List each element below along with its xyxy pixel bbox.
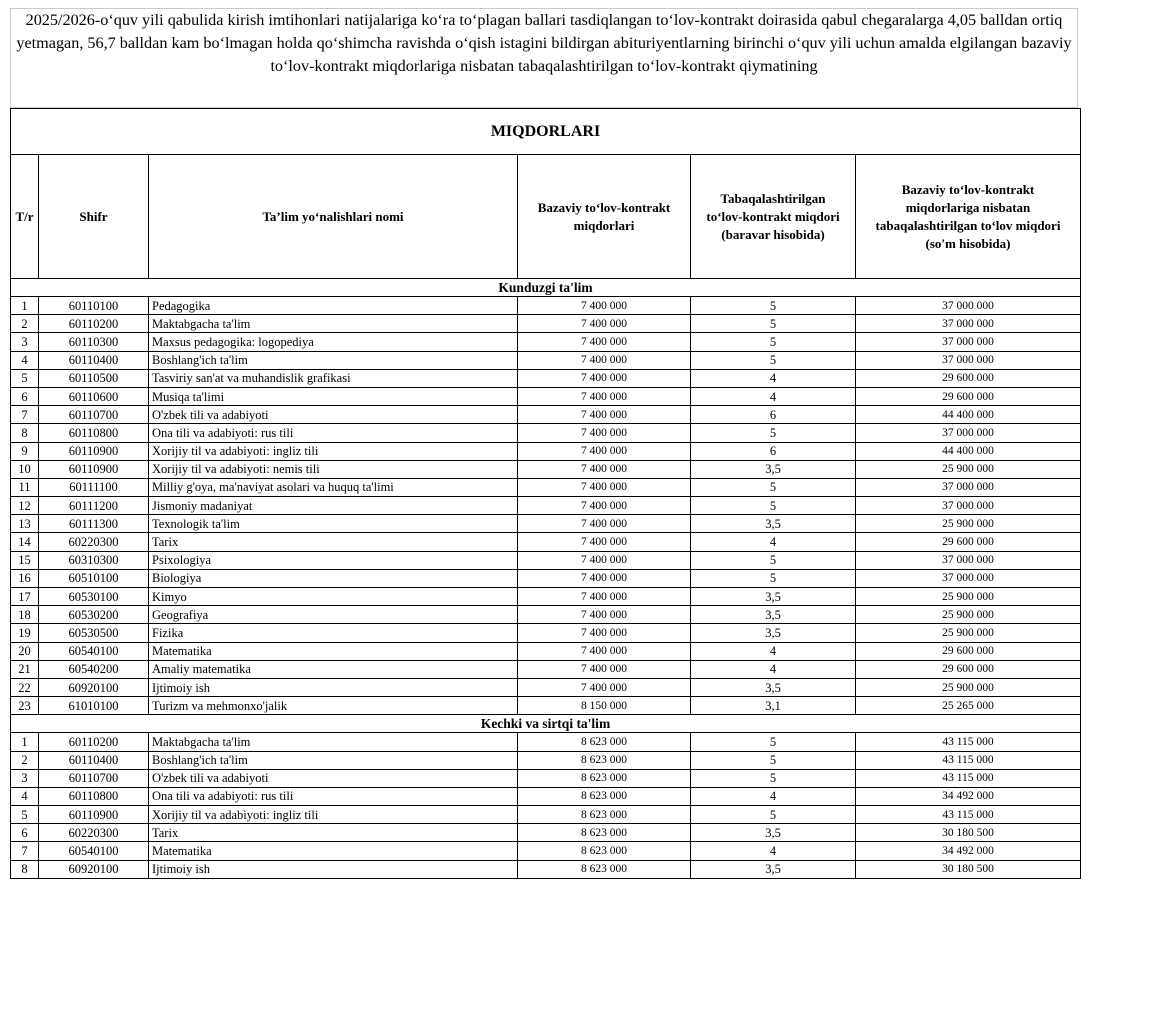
table-row — [11, 424, 1081, 442]
row-differentiated-fee: 25 900 000 — [856, 606, 1081, 624]
row-base-fee: 7 400 000 — [518, 460, 691, 478]
table-header-row — [11, 155, 1081, 279]
row-code: 60110200 — [39, 315, 149, 333]
row-differentiated-fee: 43 115 000 — [856, 751, 1081, 769]
row-base-fee: 8 623 000 — [518, 842, 691, 860]
row-direction-name: Ona tili va adabiyoti: rus tili — [149, 787, 518, 805]
row-code: 60110700 — [39, 769, 149, 787]
row-differentiated-fee: 29 600 000 — [856, 642, 1081, 660]
row-base-fee: 8 623 000 — [518, 860, 691, 878]
row-base-fee: 7 400 000 — [518, 606, 691, 624]
row-code: 60110500 — [39, 369, 149, 387]
heading-text: 2025/2026-o‘quv yili qabulida kirish imtihonlari natijalariga ko‘ra to‘plagan ballari tasdiqlangan to‘lov-kontrakt doirasida qabul chegaralarga 4,05 balldan ortiq yetmagan, 56,7 balldan kam bo‘lmagan holda qo‘shimcha ravishda o‘qish istagini bildirgan abituriyentlarning birinchi o‘quv yili uchun amalda elgilangan bazaviy to‘lov-kontrakt miqdorlariga nisbatan tabaqalashtirilgan to‘lov-kontrakt qiymatining — [16, 11, 1072, 75]
row-coefficient: 6 — [691, 442, 856, 460]
row-number: 23 — [11, 697, 39, 715]
row-code: 60110900 — [39, 460, 149, 478]
row-coefficient: 5 — [691, 424, 856, 442]
row-base-fee: 7 400 000 — [518, 515, 691, 533]
row-coefficient: 4 — [691, 533, 856, 551]
row-number: 3 — [11, 769, 39, 787]
column-header-coefficient: Tabaqalashtirilgan to‘lov-kontrakt miqdori (baravar hisobida) — [691, 155, 856, 279]
column-header-number: T/r — [11, 155, 39, 279]
row-differentiated-fee: 30 180 500 — [856, 824, 1081, 842]
row-direction-name: Tarix — [149, 824, 518, 842]
row-coefficient: 4 — [691, 642, 856, 660]
row-base-fee: 7 400 000 — [518, 588, 691, 606]
row-number: 21 — [11, 660, 39, 678]
row-number: 8 — [11, 860, 39, 878]
row-number: 14 — [11, 533, 39, 551]
row-differentiated-fee: 37 000 000 — [856, 478, 1081, 496]
table-row — [11, 497, 1081, 515]
row-coefficient: 6 — [691, 406, 856, 424]
section-title: Kechki va sirtqi ta'lim — [11, 715, 1081, 733]
row-direction-name: Ijtimoiy ish — [149, 678, 518, 696]
row-number: 5 — [11, 806, 39, 824]
row-differentiated-fee: 37 000 000 — [856, 351, 1081, 369]
row-code: 60510100 — [39, 569, 149, 587]
row-base-fee: 7 400 000 — [518, 315, 691, 333]
row-number: 12 — [11, 497, 39, 515]
row-coefficient: 5 — [691, 551, 856, 569]
row-number: 7 — [11, 842, 39, 860]
row-differentiated-fee: 29 600 000 — [856, 369, 1081, 387]
row-differentiated-fee: 25 265 000 — [856, 697, 1081, 715]
row-code: 60530500 — [39, 624, 149, 642]
table-row — [11, 860, 1081, 878]
column-header-code: Shifr — [39, 155, 149, 279]
row-coefficient: 3,5 — [691, 678, 856, 696]
row-code: 60540200 — [39, 660, 149, 678]
table-row — [11, 351, 1081, 369]
row-base-fee: 8 623 000 — [518, 733, 691, 751]
row-code: 60110300 — [39, 333, 149, 351]
row-differentiated-fee: 37 000 000 — [856, 569, 1081, 587]
row-direction-name: O'zbek tili va adabiyoti — [149, 769, 518, 787]
row-differentiated-fee: 29 600 000 — [856, 660, 1081, 678]
row-direction-name: Boshlang'ich ta'lim — [149, 751, 518, 769]
row-number: 2 — [11, 751, 39, 769]
row-code: 60110900 — [39, 806, 149, 824]
row-direction-name: Ijtimoiy ish — [149, 860, 518, 878]
row-differentiated-fee: 44 400 000 — [856, 442, 1081, 460]
row-code: 60110900 — [39, 442, 149, 460]
row-coefficient: 5 — [691, 333, 856, 351]
table-row — [11, 460, 1081, 478]
table-row — [11, 533, 1081, 551]
row-coefficient: 4 — [691, 787, 856, 805]
table-row — [11, 442, 1081, 460]
row-code: 60220300 — [39, 824, 149, 842]
table-row — [11, 297, 1081, 315]
row-differentiated-fee: 37 000 000 — [856, 551, 1081, 569]
row-direction-name: O'zbek tili va adabiyoti — [149, 406, 518, 424]
row-number: 5 — [11, 369, 39, 387]
row-base-fee: 7 400 000 — [518, 678, 691, 696]
column-header-differentiated-fee: Bazaviy to‘lov-kontrakt miqdorlariga nisbatan tabaqalashtirilgan to‘lov miqdori (so'm hisobida) — [856, 155, 1081, 279]
row-direction-name: Musiqa ta'limi — [149, 387, 518, 405]
row-coefficient: 3,1 — [691, 697, 856, 715]
table-row — [11, 624, 1081, 642]
row-coefficient: 3,5 — [691, 624, 856, 642]
row-code: 60110600 — [39, 387, 149, 405]
row-number: 11 — [11, 478, 39, 496]
table-row — [11, 387, 1081, 405]
row-direction-name: Matematika — [149, 842, 518, 860]
row-direction-name: Matematika — [149, 642, 518, 660]
row-base-fee: 7 400 000 — [518, 387, 691, 405]
section-header-row — [11, 279, 1081, 297]
table-title: MIQDORLARI — [11, 109, 1081, 155]
row-base-fee: 7 400 000 — [518, 551, 691, 569]
row-number: 2 — [11, 315, 39, 333]
row-direction-name: Maxsus pedagogika: logopediya — [149, 333, 518, 351]
row-number: 10 — [11, 460, 39, 478]
row-base-fee: 8 623 000 — [518, 769, 691, 787]
row-coefficient: 5 — [691, 315, 856, 333]
row-base-fee: 7 400 000 — [518, 642, 691, 660]
row-differentiated-fee: 25 900 000 — [856, 515, 1081, 533]
row-number: 6 — [11, 387, 39, 405]
row-differentiated-fee: 37 000 000 — [856, 424, 1081, 442]
table-row — [11, 733, 1081, 751]
row-number: 19 — [11, 624, 39, 642]
row-coefficient: 5 — [691, 769, 856, 787]
row-coefficient: 4 — [691, 842, 856, 860]
row-base-fee: 7 400 000 — [518, 624, 691, 642]
table-row — [11, 569, 1081, 587]
row-number: 15 — [11, 551, 39, 569]
row-coefficient: 5 — [691, 297, 856, 315]
row-number: 6 — [11, 824, 39, 842]
row-code: 60310300 — [39, 551, 149, 569]
row-code: 60110100 — [39, 297, 149, 315]
row-differentiated-fee: 30 180 500 — [856, 860, 1081, 878]
row-code: 60110700 — [39, 406, 149, 424]
row-coefficient: 5 — [691, 478, 856, 496]
row-base-fee: 8 150 000 — [518, 697, 691, 715]
table-row — [11, 678, 1081, 696]
row-direction-name: Geografiya — [149, 606, 518, 624]
section-title: Kunduzgi ta'lim — [11, 279, 1081, 297]
row-differentiated-fee: 25 900 000 — [856, 624, 1081, 642]
row-coefficient: 5 — [691, 806, 856, 824]
row-code: 60110800 — [39, 424, 149, 442]
row-number: 1 — [11, 297, 39, 315]
row-code: 60540100 — [39, 642, 149, 660]
row-base-fee: 7 400 000 — [518, 424, 691, 442]
row-differentiated-fee: 29 600 000 — [856, 533, 1081, 551]
table-row — [11, 406, 1081, 424]
document-heading — [10, 8, 1078, 108]
row-differentiated-fee: 43 115 000 — [856, 806, 1081, 824]
row-direction-name: Milliy g'oya, ma'naviyat asolari va huquq ta'limi — [149, 478, 518, 496]
row-coefficient: 5 — [691, 569, 856, 587]
row-base-fee: 7 400 000 — [518, 660, 691, 678]
row-code: 60920100 — [39, 678, 149, 696]
row-differentiated-fee: 34 492 000 — [856, 842, 1081, 860]
row-base-fee: 7 400 000 — [518, 369, 691, 387]
row-base-fee: 7 400 000 — [518, 351, 691, 369]
table-row — [11, 642, 1081, 660]
table-row — [11, 824, 1081, 842]
row-direction-name: Texnologik ta'lim — [149, 515, 518, 533]
table-row — [11, 333, 1081, 351]
row-number: 16 — [11, 569, 39, 587]
row-coefficient: 3,5 — [691, 606, 856, 624]
row-code: 60530200 — [39, 606, 149, 624]
row-base-fee: 7 400 000 — [518, 333, 691, 351]
row-direction-name: Boshlang'ich ta'lim — [149, 351, 518, 369]
row-code: 60110200 — [39, 733, 149, 751]
row-differentiated-fee: 43 115 000 — [856, 769, 1081, 787]
row-base-fee: 7 400 000 — [518, 569, 691, 587]
row-number: 17 — [11, 588, 39, 606]
row-code: 60110400 — [39, 751, 149, 769]
table-row — [11, 842, 1081, 860]
row-code: 60110400 — [39, 351, 149, 369]
row-differentiated-fee: 25 900 000 — [856, 588, 1081, 606]
row-direction-name: Maktabgacha ta'lim — [149, 733, 518, 751]
table-row — [11, 606, 1081, 624]
row-coefficient: 4 — [691, 369, 856, 387]
row-code: 60220300 — [39, 533, 149, 551]
row-direction-name: Fizika — [149, 624, 518, 642]
row-base-fee: 7 400 000 — [518, 297, 691, 315]
row-base-fee: 7 400 000 — [518, 478, 691, 496]
row-coefficient: 3,5 — [691, 460, 856, 478]
table-row — [11, 369, 1081, 387]
table-row — [11, 697, 1081, 715]
row-direction-name: Amaliy matematika — [149, 660, 518, 678]
row-code: 60540100 — [39, 842, 149, 860]
row-differentiated-fee: 37 000 000 — [856, 497, 1081, 515]
row-direction-name: Ona tili va adabiyoti: rus tili — [149, 424, 518, 442]
row-number: 9 — [11, 442, 39, 460]
row-code: 60111200 — [39, 497, 149, 515]
row-coefficient: 3,5 — [691, 588, 856, 606]
row-base-fee: 8 623 000 — [518, 806, 691, 824]
column-header-name: Ta’lim yo‘nalishlari nomi — [149, 155, 518, 279]
row-coefficient: 4 — [691, 660, 856, 678]
row-number: 20 — [11, 642, 39, 660]
row-direction-name: Jismoniy madaniyat — [149, 497, 518, 515]
table-row — [11, 588, 1081, 606]
table-row — [11, 551, 1081, 569]
table-row — [11, 751, 1081, 769]
row-number: 22 — [11, 678, 39, 696]
row-code: 60530100 — [39, 588, 149, 606]
row-coefficient: 5 — [691, 733, 856, 751]
row-differentiated-fee: 37 000 000 — [856, 333, 1081, 351]
row-direction-name: Pedagogika — [149, 297, 518, 315]
row-differentiated-fee: 25 900 000 — [856, 460, 1081, 478]
row-coefficient: 5 — [691, 497, 856, 515]
row-direction-name: Tasviriy san'at va muhandislik grafikasi — [149, 369, 518, 387]
table-row — [11, 478, 1081, 496]
row-code: 60111100 — [39, 478, 149, 496]
row-coefficient: 5 — [691, 751, 856, 769]
row-base-fee: 7 400 000 — [518, 406, 691, 424]
row-differentiated-fee: 43 115 000 — [856, 733, 1081, 751]
row-code: 61010100 — [39, 697, 149, 715]
row-direction-name: Psixologiya — [149, 551, 518, 569]
column-header-base-fee: Bazaviy to‘lov-kontrakt miqdorlari — [518, 155, 691, 279]
row-number: 4 — [11, 787, 39, 805]
row-coefficient: 5 — [691, 351, 856, 369]
row-direction-name: Turizm va mehmonxo'jalik — [149, 697, 518, 715]
table-row — [11, 769, 1081, 787]
row-code: 60920100 — [39, 860, 149, 878]
row-differentiated-fee: 37 000 000 — [856, 315, 1081, 333]
row-direction-name: Xorijiy til va adabiyoti: ingliz tili — [149, 806, 518, 824]
row-number: 7 — [11, 406, 39, 424]
row-number: 13 — [11, 515, 39, 533]
row-differentiated-fee: 29 600 000 — [856, 387, 1081, 405]
row-differentiated-fee: 37 000 000 — [856, 297, 1081, 315]
row-direction-name: Xorijiy til va adabiyoti: nemis tili — [149, 460, 518, 478]
table-row — [11, 806, 1081, 824]
row-code: 60110800 — [39, 787, 149, 805]
row-base-fee: 7 400 000 — [518, 442, 691, 460]
row-base-fee: 8 623 000 — [518, 751, 691, 769]
row-differentiated-fee: 44 400 000 — [856, 406, 1081, 424]
row-code: 60111300 — [39, 515, 149, 533]
row-coefficient: 4 — [691, 387, 856, 405]
row-base-fee: 8 623 000 — [518, 824, 691, 842]
row-number: 18 — [11, 606, 39, 624]
tuition-table — [10, 108, 1081, 879]
row-direction-name: Maktabgacha ta'lim — [149, 315, 518, 333]
table-row — [11, 660, 1081, 678]
section-header-row — [11, 715, 1081, 733]
row-coefficient: 3,5 — [691, 824, 856, 842]
row-direction-name: Tarix — [149, 533, 518, 551]
row-base-fee: 8 623 000 — [518, 787, 691, 805]
table-row — [11, 787, 1081, 805]
row-differentiated-fee: 25 900 000 — [856, 678, 1081, 696]
row-direction-name: Kimyo — [149, 588, 518, 606]
row-number: 1 — [11, 733, 39, 751]
row-differentiated-fee: 34 492 000 — [856, 787, 1081, 805]
row-number: 3 — [11, 333, 39, 351]
row-direction-name: Xorijiy til va adabiyoti: ingliz tili — [149, 442, 518, 460]
row-direction-name: Biologiya — [149, 569, 518, 587]
row-base-fee: 7 400 000 — [518, 497, 691, 515]
row-number: 8 — [11, 424, 39, 442]
table-title-row — [11, 109, 1081, 155]
row-coefficient: 3,5 — [691, 515, 856, 533]
row-coefficient: 3,5 — [691, 860, 856, 878]
row-base-fee: 7 400 000 — [518, 533, 691, 551]
table-row — [11, 515, 1081, 533]
row-number: 4 — [11, 351, 39, 369]
table-row — [11, 315, 1081, 333]
